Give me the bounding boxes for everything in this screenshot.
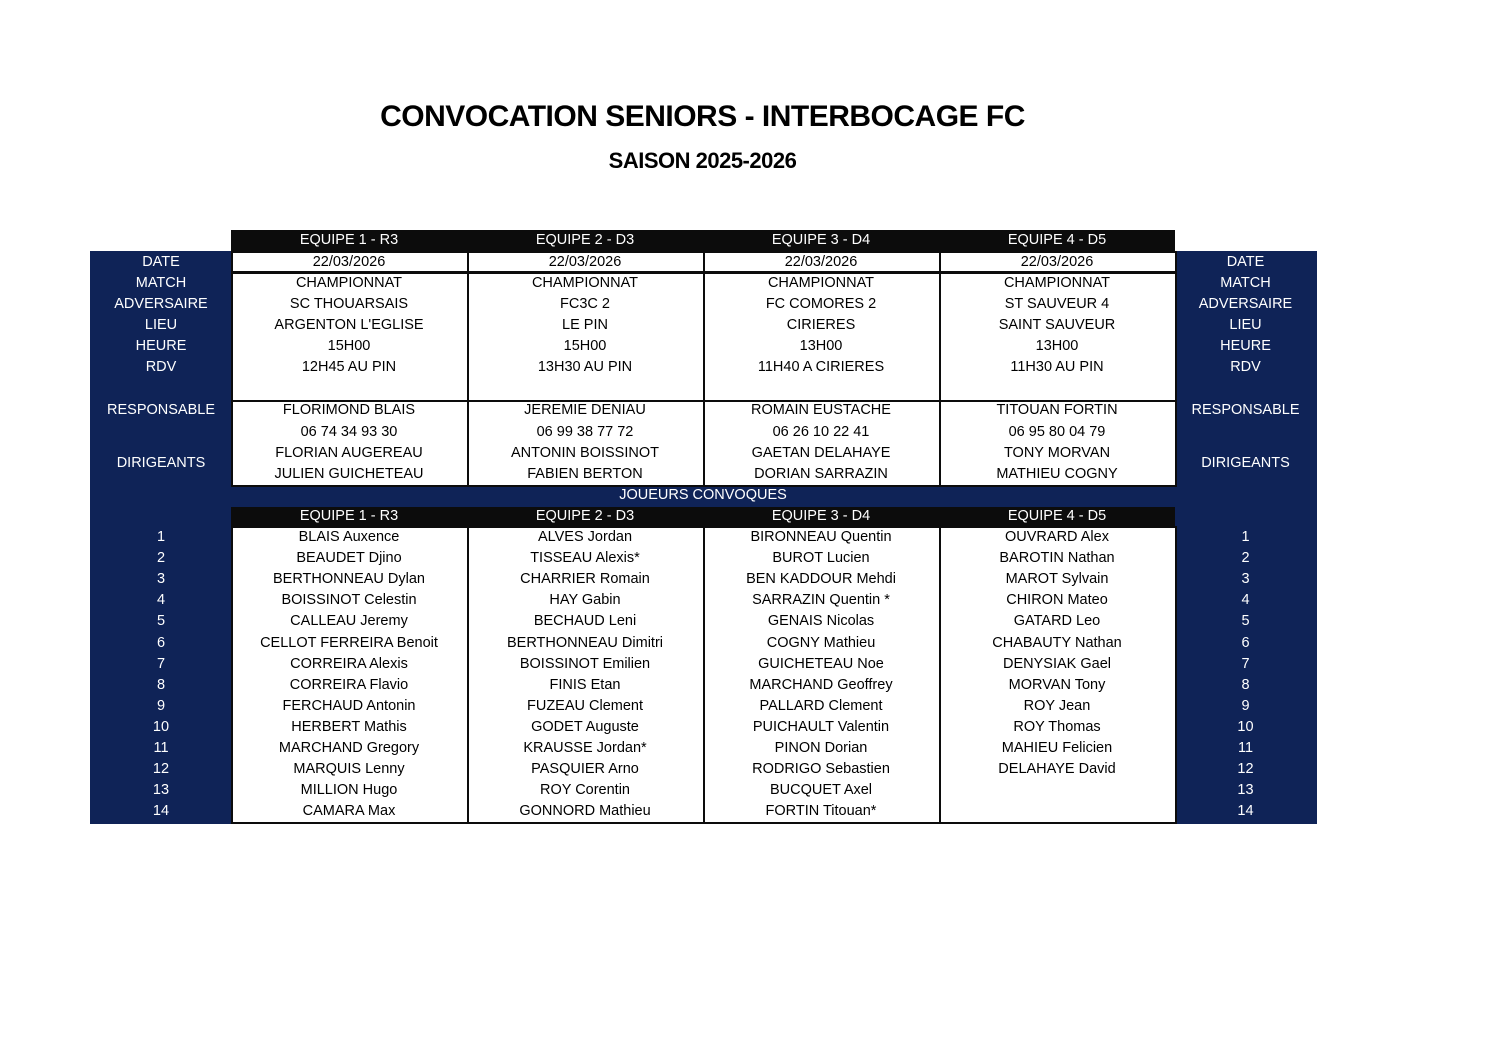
match-value: CHAMPIONNAT bbox=[767, 275, 875, 291]
team-header-label: EQUIPE 3 - D4 bbox=[771, 232, 871, 248]
player-row-number: 10 bbox=[1237, 718, 1254, 735]
phone-value: 06 74 34 93 30 bbox=[300, 424, 398, 440]
lieu-value: ARGENTON L'EGLISE bbox=[274, 317, 424, 333]
row-label-dirigeants: DIRIGEANTS bbox=[1201, 455, 1290, 471]
player-name: HERBERT Mathis bbox=[291, 718, 407, 735]
row-label-heure: HEURE bbox=[1220, 338, 1271, 354]
row-label-heure: HEURE bbox=[135, 338, 187, 354]
player-name: PALLARD Clement bbox=[759, 697, 883, 714]
row-label-responsable: RESPONSABLE bbox=[107, 402, 215, 418]
heure-value: 15H00 bbox=[327, 338, 371, 354]
player-name: CAMARA Max bbox=[302, 803, 396, 820]
player-row-number: 7 bbox=[156, 655, 166, 672]
player-name: CHIRON Mateo bbox=[1006, 592, 1108, 609]
player-name: ROY Thomas bbox=[1013, 718, 1101, 735]
row-label-adversaire: ADVERSAIRE bbox=[114, 296, 208, 312]
player-row-number: 11 bbox=[1237, 740, 1254, 756]
adversaire-value: ST SAUVEUR 4 bbox=[1004, 296, 1110, 312]
dirigeant-value: ANTONIN BOISSINOT bbox=[511, 445, 659, 461]
player-row-number: 6 bbox=[1241, 634, 1250, 651]
dirigeant-value: FABIEN BERTON bbox=[527, 466, 643, 482]
row-label-rdv: RDV bbox=[145, 359, 177, 375]
player-name: BECHAUD Leni bbox=[533, 613, 637, 630]
player-row-number: 2 bbox=[156, 550, 166, 567]
phone-value: 06 99 38 77 72 bbox=[536, 424, 634, 440]
player-name: ROY Corentin bbox=[540, 782, 630, 799]
dirigeant-value: JULIEN GUICHETEAU bbox=[274, 466, 424, 482]
player-name: BIRONNEAU Quentin bbox=[750, 529, 892, 545]
player-name: MORVAN Tony bbox=[1008, 676, 1106, 693]
rdv-value: 13H30 AU PIN bbox=[537, 359, 633, 375]
adversaire-value: SC THOUARSAIS bbox=[289, 296, 409, 312]
player-row-number: 9 bbox=[156, 697, 166, 714]
player-row-number: 7 bbox=[1241, 655, 1250, 672]
player-row-number: 10 bbox=[152, 718, 170, 735]
row-label-adversaire: ADVERSAIRE bbox=[1198, 296, 1293, 312]
date-value: 22/03/2026 bbox=[548, 253, 622, 270]
player-name: GENAIS Nicolas bbox=[767, 613, 875, 630]
player-name: TISSEAU Alexis* bbox=[530, 550, 640, 567]
heure-value: 15H00 bbox=[563, 338, 607, 354]
player-row-number: 6 bbox=[156, 634, 166, 651]
lieu-value: LE PIN bbox=[562, 317, 608, 333]
player-name: GODET Auguste bbox=[531, 718, 639, 735]
team-header-label: EQUIPE 4 - D5 bbox=[1007, 508, 1107, 524]
phone-value: 06 26 10 22 41 bbox=[772, 424, 870, 440]
player-name: BLAIS Auxence bbox=[298, 529, 400, 545]
heure-value: 13H00 bbox=[1035, 338, 1079, 354]
dirigeant-value: MATHIEU COGNY bbox=[996, 466, 1118, 482]
rdv-value: 11H40 A CIRIERES bbox=[757, 359, 885, 375]
row-label-date: DATE bbox=[1226, 253, 1265, 270]
player-name: MAHIEU Felicien bbox=[1001, 740, 1113, 756]
team-header-label: EQUIPE 2 - D3 bbox=[535, 232, 635, 248]
rdv-value: 12H45 AU PIN bbox=[301, 359, 397, 375]
player-name: FUZEAU Clement bbox=[526, 697, 644, 714]
player-row-number: 8 bbox=[156, 676, 166, 693]
player-name: HAY Gabin bbox=[549, 592, 621, 609]
team-header-label: EQUIPE 1 - R3 bbox=[299, 232, 399, 248]
phone-value: 06 95 80 04 79 bbox=[1008, 424, 1106, 440]
player-name: BERTHONNEAU Dylan bbox=[272, 571, 426, 588]
player-name: PASQUIER Arno bbox=[531, 761, 639, 778]
rdv-value: 11H30 AU PIN bbox=[1010, 359, 1104, 375]
dirigeant-value: TONY MORVAN bbox=[1003, 445, 1111, 461]
date-value: 22/03/2026 bbox=[1020, 253, 1094, 270]
player-name: KRAUSSE Jordan* bbox=[523, 740, 647, 756]
player-name: FORTIN Titouan* bbox=[765, 803, 877, 820]
row-label-match: MATCH bbox=[135, 275, 187, 291]
player-name: FINIS Etan bbox=[549, 676, 621, 693]
player-name: ROY Jean bbox=[1023, 697, 1091, 714]
player-name: DELAHAYE David bbox=[998, 761, 1116, 778]
player-name: SARRAZIN Quentin * bbox=[752, 592, 890, 609]
match-value: CHAMPIONNAT bbox=[1003, 275, 1111, 291]
player-row-number: 14 bbox=[1237, 803, 1254, 820]
player-row-number: 13 bbox=[1237, 782, 1254, 799]
team-header-label: EQUIPE 1 - R3 bbox=[299, 508, 399, 524]
player-name: BAROTIN Nathan bbox=[999, 550, 1115, 567]
adversaire-value: FC COMORES 2 bbox=[765, 296, 877, 312]
responsable-value: ROMAIN EUSTACHE bbox=[751, 402, 891, 418]
row-label-lieu: LIEU bbox=[144, 317, 178, 333]
heure-value: 13H00 bbox=[799, 338, 843, 354]
player-name: GONNORD Mathieu bbox=[519, 803, 651, 820]
season-subtitle: SAISON 2025-2026 bbox=[608, 148, 797, 173]
lieu-value: SAINT SAUVEUR bbox=[998, 317, 1116, 333]
player-name: CALLEAU Jeremy bbox=[290, 613, 408, 630]
player-name: BUCQUET Axel bbox=[769, 782, 873, 799]
row-label-lieu: LIEU bbox=[1229, 317, 1262, 333]
row-label-responsable: RESPONSABLE bbox=[1191, 402, 1300, 418]
player-row-number: 14 bbox=[152, 803, 170, 820]
player-name: BEAUDET Djino bbox=[296, 550, 402, 567]
player-name: OUVRARD Alex bbox=[1005, 529, 1109, 545]
player-name: CELLOT FERREIRA Benoit bbox=[260, 634, 438, 651]
team-header-label: EQUIPE 4 - D5 bbox=[1007, 232, 1107, 248]
player-name: BOISSINOT Celestin bbox=[281, 592, 417, 609]
player-row-number: 3 bbox=[1241, 571, 1250, 588]
row-label-match: MATCH bbox=[1220, 275, 1271, 291]
player-row-number: 1 bbox=[1241, 529, 1250, 545]
dirigeant-value: GAETAN DELAHAYE bbox=[751, 445, 891, 461]
row-label-dirigeants: DIRIGEANTS bbox=[116, 455, 206, 471]
player-name: MARCHAND Geoffrey bbox=[749, 676, 893, 693]
player-name: BEN KADDOUR Mehdi bbox=[746, 571, 896, 588]
player-name: MARQUIS Lenny bbox=[293, 761, 405, 778]
player-name: BUROT Lucien bbox=[772, 550, 870, 567]
player-row-number: 2 bbox=[1241, 550, 1250, 567]
row-label-rdv: RDV bbox=[1230, 359, 1261, 375]
player-row-number: 3 bbox=[156, 571, 166, 588]
dirigeant-value: DORIAN SARRAZIN bbox=[754, 466, 888, 482]
player-row-number: 4 bbox=[156, 592, 166, 609]
player-name: CHABAUTY Nathan bbox=[992, 634, 1122, 651]
player-name: MAROT Sylvain bbox=[1005, 571, 1109, 588]
player-name: BOISSINOT Emilien bbox=[519, 655, 651, 672]
lieu-value: CIRIERES bbox=[786, 317, 856, 333]
dirigeant-value: FLORIAN AUGEREAU bbox=[275, 445, 423, 461]
player-name: PUICHAULT Valentin bbox=[752, 718, 890, 735]
player-name: COGNY Mathieu bbox=[766, 634, 876, 651]
row-label-date: DATE bbox=[142, 253, 180, 270]
player-row-number: 12 bbox=[152, 761, 170, 778]
team-header-label: EQUIPE 2 - D3 bbox=[535, 508, 635, 524]
page-title: CONVOCATION SENIORS - INTERBOCAGE FC bbox=[380, 100, 1025, 133]
player-name: FERCHAUD Antonin bbox=[282, 697, 416, 714]
player-name: CORREIRA Alexis bbox=[290, 655, 408, 672]
player-row-number: 5 bbox=[1241, 613, 1250, 630]
player-row-number: 4 bbox=[1241, 592, 1250, 609]
player-name: CHARRIER Romain bbox=[520, 571, 650, 588]
player-name: BERTHONNEAU Dimitri bbox=[506, 634, 664, 651]
player-name: GATARD Leo bbox=[1013, 613, 1101, 630]
match-value: CHAMPIONNAT bbox=[531, 275, 639, 291]
player-name: DENYSIAK Gael bbox=[1003, 655, 1111, 672]
player-row-number: 11 bbox=[153, 740, 169, 756]
responsable-value: FLORIMOND BLAIS bbox=[282, 402, 416, 418]
player-name: PINON Dorian bbox=[774, 740, 868, 756]
date-value: 22/03/2026 bbox=[312, 253, 386, 270]
match-value: CHAMPIONNAT bbox=[295, 275, 403, 291]
player-row-number: 8 bbox=[1241, 676, 1250, 693]
player-row-number: 5 bbox=[156, 613, 166, 630]
player-row-number: 1 bbox=[156, 529, 166, 545]
player-row-number: 13 bbox=[152, 782, 170, 799]
player-name: MILLION Hugo bbox=[300, 782, 398, 799]
player-name: GUICHETEAU Noe bbox=[758, 655, 884, 672]
responsable-value: JEREMIE DENIAU bbox=[524, 402, 646, 418]
player-name: ALVES Jordan bbox=[537, 529, 633, 545]
adversaire-value: FC3C 2 bbox=[560, 296, 610, 312]
player-name: RODRIGO Sebastien bbox=[752, 761, 890, 778]
joueurs-convoques-label: JOUEURS CONVOQUES bbox=[619, 487, 787, 503]
responsable-value: TITOUAN FORTIN bbox=[996, 402, 1118, 418]
date-value: 22/03/2026 bbox=[784, 253, 858, 270]
team-header-label: EQUIPE 3 - D4 bbox=[771, 508, 871, 524]
player-row-number: 12 bbox=[1237, 761, 1254, 778]
player-name: CORREIRA Flavio bbox=[289, 676, 409, 693]
player-name: MARCHAND Gregory bbox=[278, 740, 420, 756]
player-row-number: 9 bbox=[1241, 697, 1250, 714]
